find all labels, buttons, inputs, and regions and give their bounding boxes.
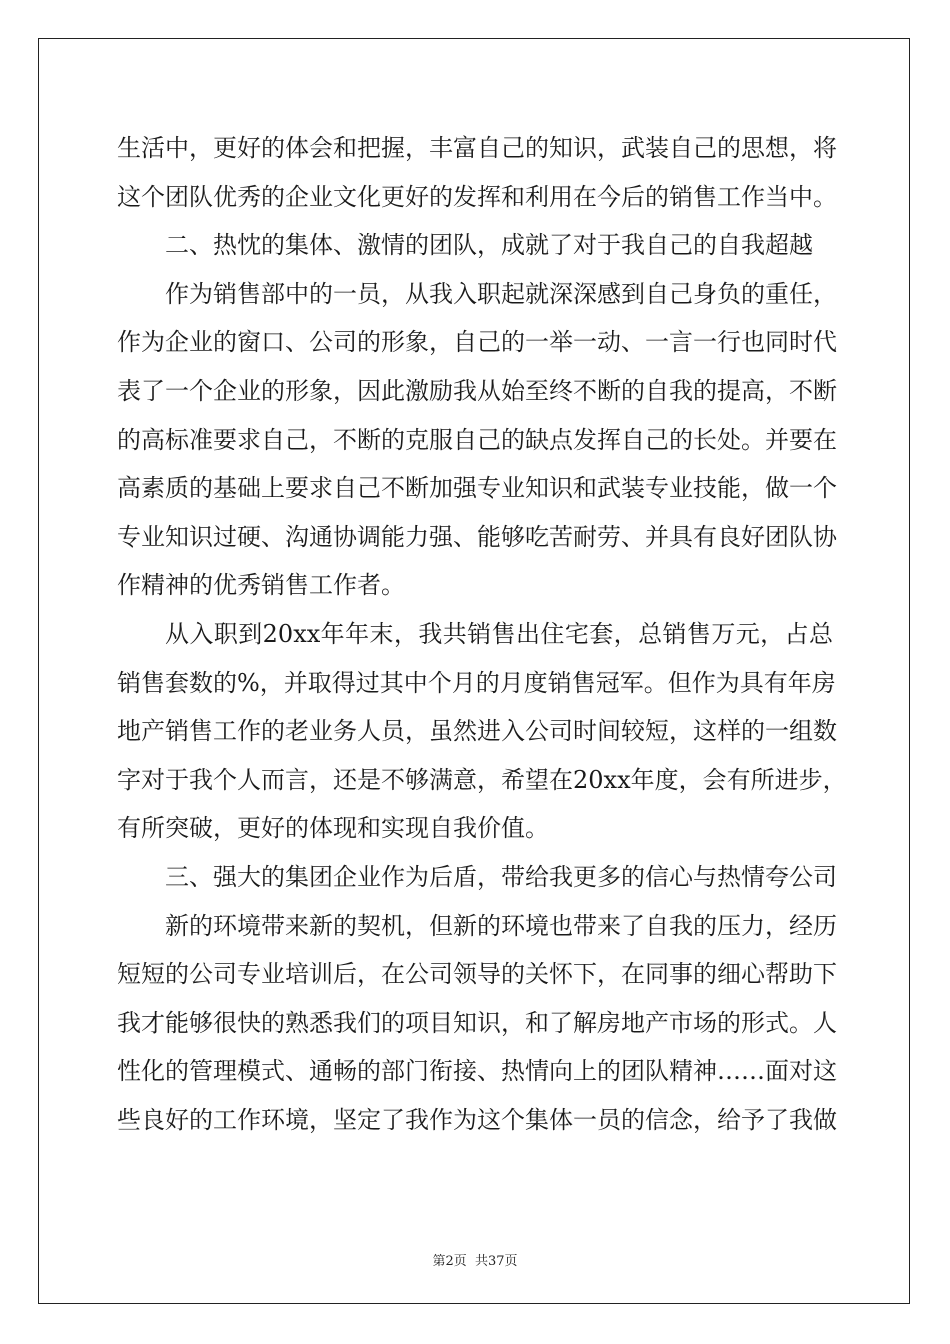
text-line: 表了一个企业的形象，因此激励我从始至终不断的自我的提高，不断	[117, 376, 837, 405]
text-line: 作为企业的窗口、公司的形象，自己的一举一动、一言一行也同时代	[117, 328, 837, 357]
text-line: 专业知识过硬、沟通协调能力强、能够吃苦耐劳、并具有良好团队协	[117, 522, 837, 551]
text-line: 三、强大的集团企业作为后盾，带给我更多的信心与热情夸公司	[165, 862, 837, 891]
text-line: 从入职到20xx年年末，我共销售出住宅套，总销售万元，占总	[165, 619, 833, 648]
text-line: 些良好的工作环境，坚定了我作为这个集体一员的信念，给予了我做	[117, 1105, 837, 1134]
page-footer	[0, 1250, 950, 1269]
text-line: 这个团队优秀的企业文化更好的发挥和利用在今后的销售工作当中。	[117, 182, 837, 211]
text-line: 的高标准要求自己，不断的克服自己的缺点发挥自己的长处。并要在	[117, 425, 837, 454]
text-line: 二、热忱的集体、激情的团队，成就了对于我自己的自我超越	[165, 231, 813, 260]
page-number: 第2页	[432, 1254, 467, 1269]
text-line: 短短的公司专业培训后，在公司领导的关怀下，在同事的细心帮助下	[117, 960, 837, 989]
text-line: 作精神的优秀销售工作者。	[117, 571, 405, 600]
text-line: 高素质的基础上要求自己不断加强专业知识和武装专业技能，做一个	[117, 474, 837, 503]
text-line: 生活中，更好的体会和把握，丰富自己的知识，武装自己的思想，将	[117, 134, 837, 162]
text-line: 销售套数的%，并取得过其中个月的月度销售冠军。但作为具有年房	[117, 668, 836, 697]
total-pages: 共37页	[474, 1254, 518, 1269]
text-line: 字对于我个人而言，还是不够满意，希望在20xx年度，会有所进步，	[117, 765, 847, 794]
text-line: 有所突破，更好的体现和实现自我价值。	[117, 814, 549, 843]
document-body	[117, 124, 847, 1144]
text-line: 性化的管理模式、通畅的部门衔接、热情向上的团队精神……面对这	[117, 1057, 837, 1086]
text-line: 地产销售工作的老业务人员，虽然进入公司时间较短，这样的一组数	[117, 717, 837, 746]
text-line: 新的环境带来新的契机，但新的环境也带来了自我的压力，经历	[165, 911, 837, 940]
text-line: 我才能够很快的熟悉我们的项目知识，和了解房地产市场的形式。人	[117, 1008, 837, 1037]
text-line: 作为销售部中的一员，从我入职起就深深感到自己身负的重任，	[165, 279, 837, 308]
